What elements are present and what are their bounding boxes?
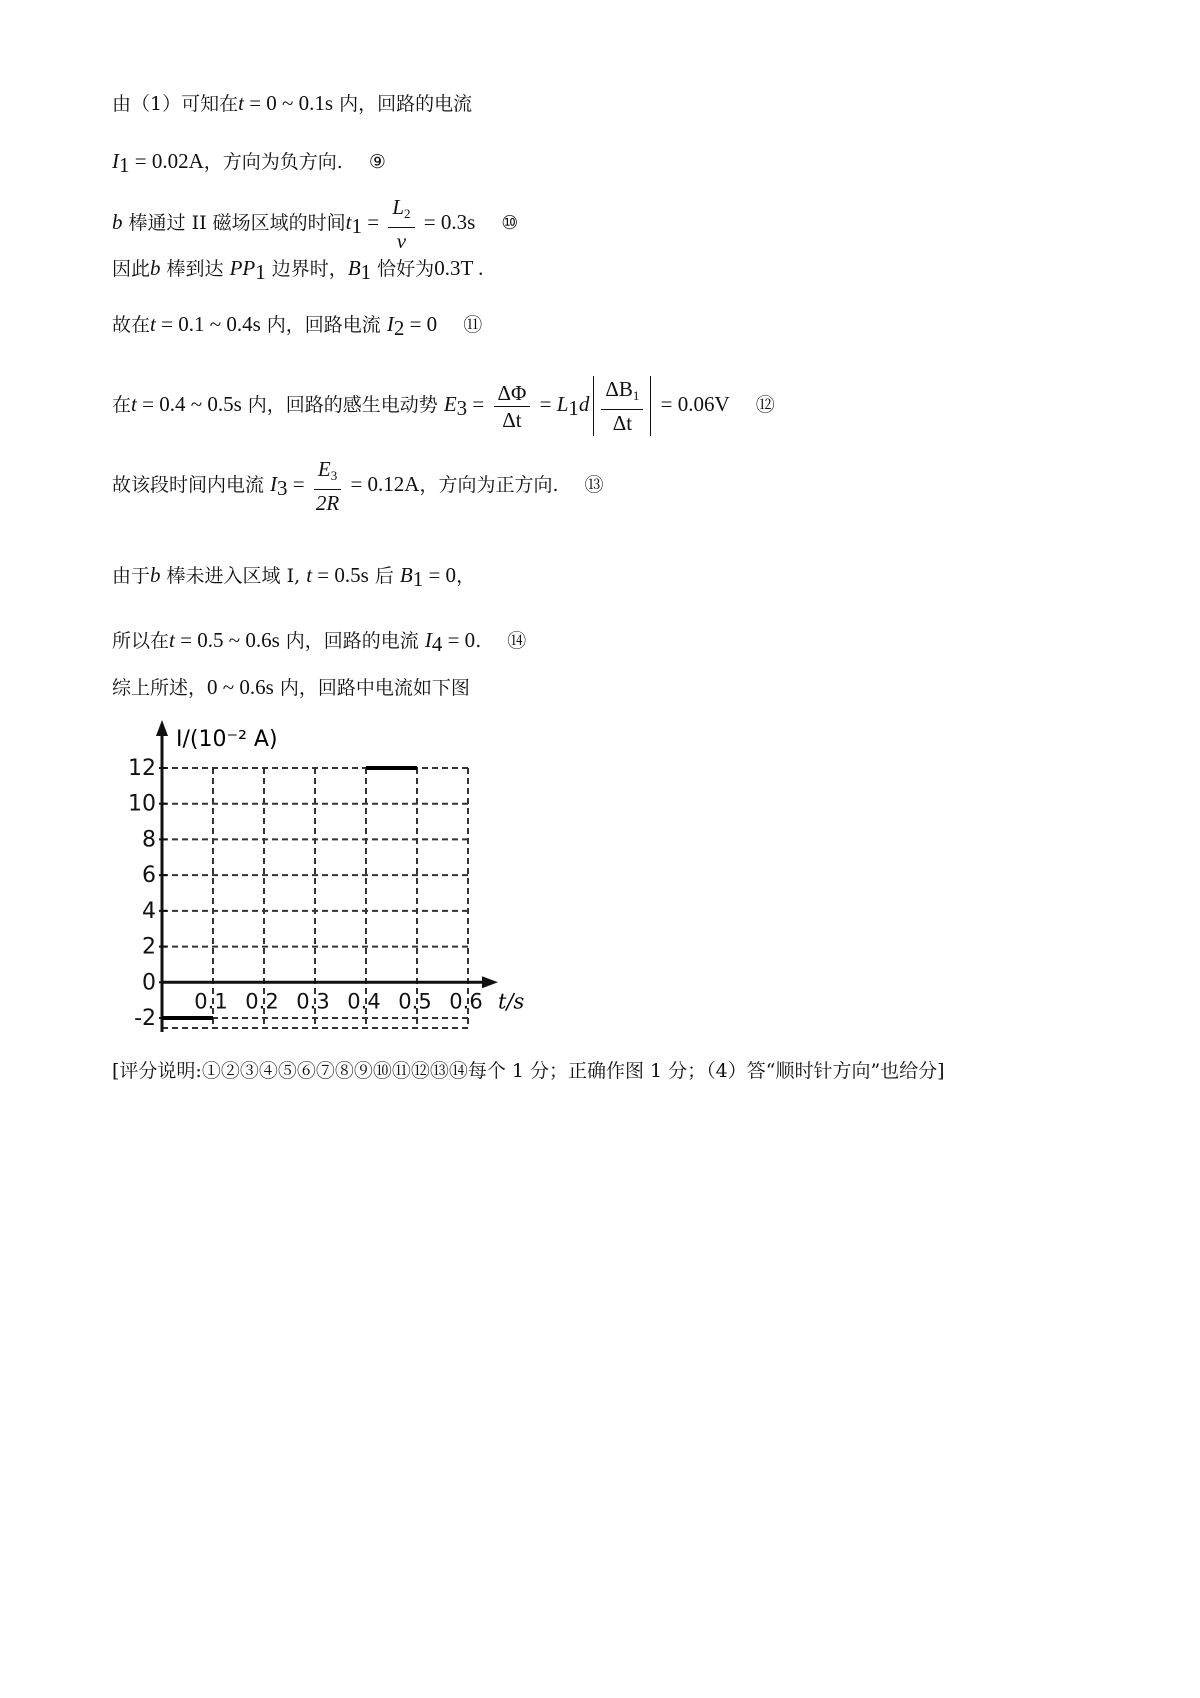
text: 在: [112, 394, 132, 416]
math: 0.3T: [434, 256, 473, 280]
math: = 0.02A: [129, 149, 204, 173]
math: = 0.3s: [418, 210, 476, 234]
sub: 1: [568, 396, 579, 420]
sub: 4: [431, 632, 443, 656]
sub: 1: [360, 260, 372, 284]
var-t: t: [306, 563, 313, 587]
var-I: I: [270, 472, 278, 496]
math: =: [287, 472, 310, 496]
text: 由于: [112, 565, 151, 587]
text: 内，回路的电流: [333, 93, 473, 115]
y-tick-label: 2: [142, 934, 156, 960]
var-PP: PP: [229, 256, 256, 280]
math: =: [534, 392, 557, 416]
math: =: [361, 210, 385, 234]
circled-number: ⑩: [501, 212, 519, 234]
text: ，: [456, 565, 476, 587]
x-axis-arrow: [482, 976, 498, 988]
text: 所以在: [112, 630, 170, 652]
y-tick-label: 4: [142, 898, 156, 924]
line-9: [112, 627, 526, 657]
circled-number: ⑭: [507, 630, 527, 652]
var-b: b: [150, 563, 161, 587]
y-tick-label: 12: [128, 756, 156, 781]
text: 棒通过 II 磁场区域的时间: [122, 212, 346, 234]
var-B: B: [347, 256, 361, 280]
circled-number: ⑪: [463, 314, 483, 336]
text: 内，回路的感生电动势: [241, 394, 444, 416]
fraction: [494, 380, 531, 433]
line-3: [112, 194, 518, 254]
var-I: I: [424, 628, 432, 652]
var-b: b: [150, 256, 161, 280]
math: = 0: [404, 312, 438, 336]
var-I: I: [386, 312, 394, 336]
text: 内，回路的电流: [279, 630, 425, 652]
sub: 1: [255, 260, 266, 284]
absolute-value: [593, 376, 651, 436]
text: 内，回路中电流如下图: [273, 677, 470, 699]
text: ，方向为正方向.: [419, 474, 559, 496]
line-2: [112, 148, 386, 178]
current-time-chart: [112, 714, 532, 1034]
line-8: [112, 562, 475, 592]
math: = 0: [442, 628, 476, 652]
sub: 1: [351, 214, 362, 238]
fraction: [601, 376, 643, 436]
x-tick-label: 0.6: [449, 989, 483, 1014]
fraction: [314, 456, 341, 516]
x-tick-label: 0.2: [245, 989, 279, 1014]
sub: 3: [277, 476, 288, 500]
math: =: [467, 392, 490, 416]
x-axis-label: t/s: [498, 989, 525, 1014]
var-t: t: [345, 210, 352, 234]
x-tick-label: 0.3: [296, 989, 330, 1014]
math: = 0.06V: [655, 392, 730, 416]
line-1: [112, 90, 472, 117]
denominator: 2R: [315, 491, 340, 515]
text: 恰好为: [371, 258, 435, 280]
chart-ticks: [128, 756, 483, 1031]
text: 边界时，: [265, 258, 348, 280]
numerator: ΔΦ: [494, 380, 531, 407]
denominator: v: [396, 229, 407, 253]
sub: 1: [119, 153, 130, 177]
sub: 1: [412, 567, 424, 591]
circled-number: ⑫: [755, 394, 775, 416]
math: = 0: [423, 563, 457, 587]
text: .: [472, 256, 484, 280]
y-tick-label: -2: [134, 1006, 156, 1031]
numerator: L: [392, 195, 405, 219]
y-axis-label: I/(10⁻² A): [176, 727, 278, 752]
math: = 0.12A: [345, 472, 420, 496]
text: 内，回路电流: [260, 314, 387, 336]
math: = 0.5 ~ 0.6s: [174, 628, 280, 652]
var-I: I: [112, 149, 119, 173]
x-tick-label: 0.4: [347, 989, 381, 1014]
text: 棒到达: [160, 258, 230, 280]
line-6: [112, 376, 775, 436]
y-tick-label: 8: [142, 827, 156, 853]
text: .: [475, 630, 482, 652]
line-4: [112, 255, 483, 285]
line-5: [112, 311, 482, 341]
x-tick-label: 0.5: [398, 989, 432, 1014]
text: 因此: [112, 258, 151, 280]
var-E: E: [443, 392, 457, 416]
denominator: Δt: [612, 411, 633, 435]
var-t: t: [150, 312, 156, 336]
sub: 2: [404, 206, 411, 221]
text: 故在: [112, 314, 151, 336]
y-tick-label: 6: [142, 863, 156, 889]
var-b: b: [112, 210, 123, 234]
var-t: t: [238, 91, 244, 115]
math: 0 ~ 0.6s: [207, 675, 274, 699]
sub: 2: [393, 316, 405, 340]
x-tick-label: 0.1: [194, 989, 228, 1014]
scoring-note: [评分说明:①②③④⑤⑥⑦⑧⑨⑩⑪⑫⑬⑭每个 1 分；正确作图 1 分；（4）答“顺时针方向”也给分]: [112, 1060, 945, 1082]
circled-number: ⑬: [584, 474, 604, 496]
y-axis-arrow: [156, 720, 168, 736]
var-B: B: [399, 563, 413, 587]
math: = 0.1 ~ 0.4s: [155, 312, 261, 336]
line-7: [112, 456, 604, 516]
math: = 0.5s: [312, 563, 369, 587]
y-tick-label: 0: [142, 970, 156, 996]
numerator: ΔB: [605, 377, 633, 401]
chart-series: [162, 768, 417, 1018]
fraction: [388, 194, 414, 254]
var-t: t: [131, 392, 137, 416]
math: = 0.4 ~ 0.5s: [136, 392, 242, 416]
text: 后: [368, 565, 400, 587]
text: 由（1）可知在: [112, 93, 239, 115]
text: 棒未进入区域 I,: [160, 565, 307, 587]
sub: 1: [632, 388, 640, 403]
numerator: E: [317, 457, 331, 481]
circled-number: ⑨: [368, 151, 386, 173]
y-tick-label: 10: [128, 791, 156, 817]
var-L: L: [556, 392, 569, 416]
sub: 3: [330, 468, 338, 483]
sub: 3: [456, 396, 468, 420]
text: 综上所述，: [112, 677, 208, 699]
var-d: d: [578, 392, 590, 416]
math: = 0 ~ 0.1s: [243, 91, 334, 115]
line-10: [112, 674, 470, 701]
text: 故该段时间内电流: [112, 474, 271, 496]
text: ，方向为负方向.: [203, 151, 343, 173]
var-t: t: [169, 628, 175, 652]
denominator: Δt: [502, 407, 522, 432]
